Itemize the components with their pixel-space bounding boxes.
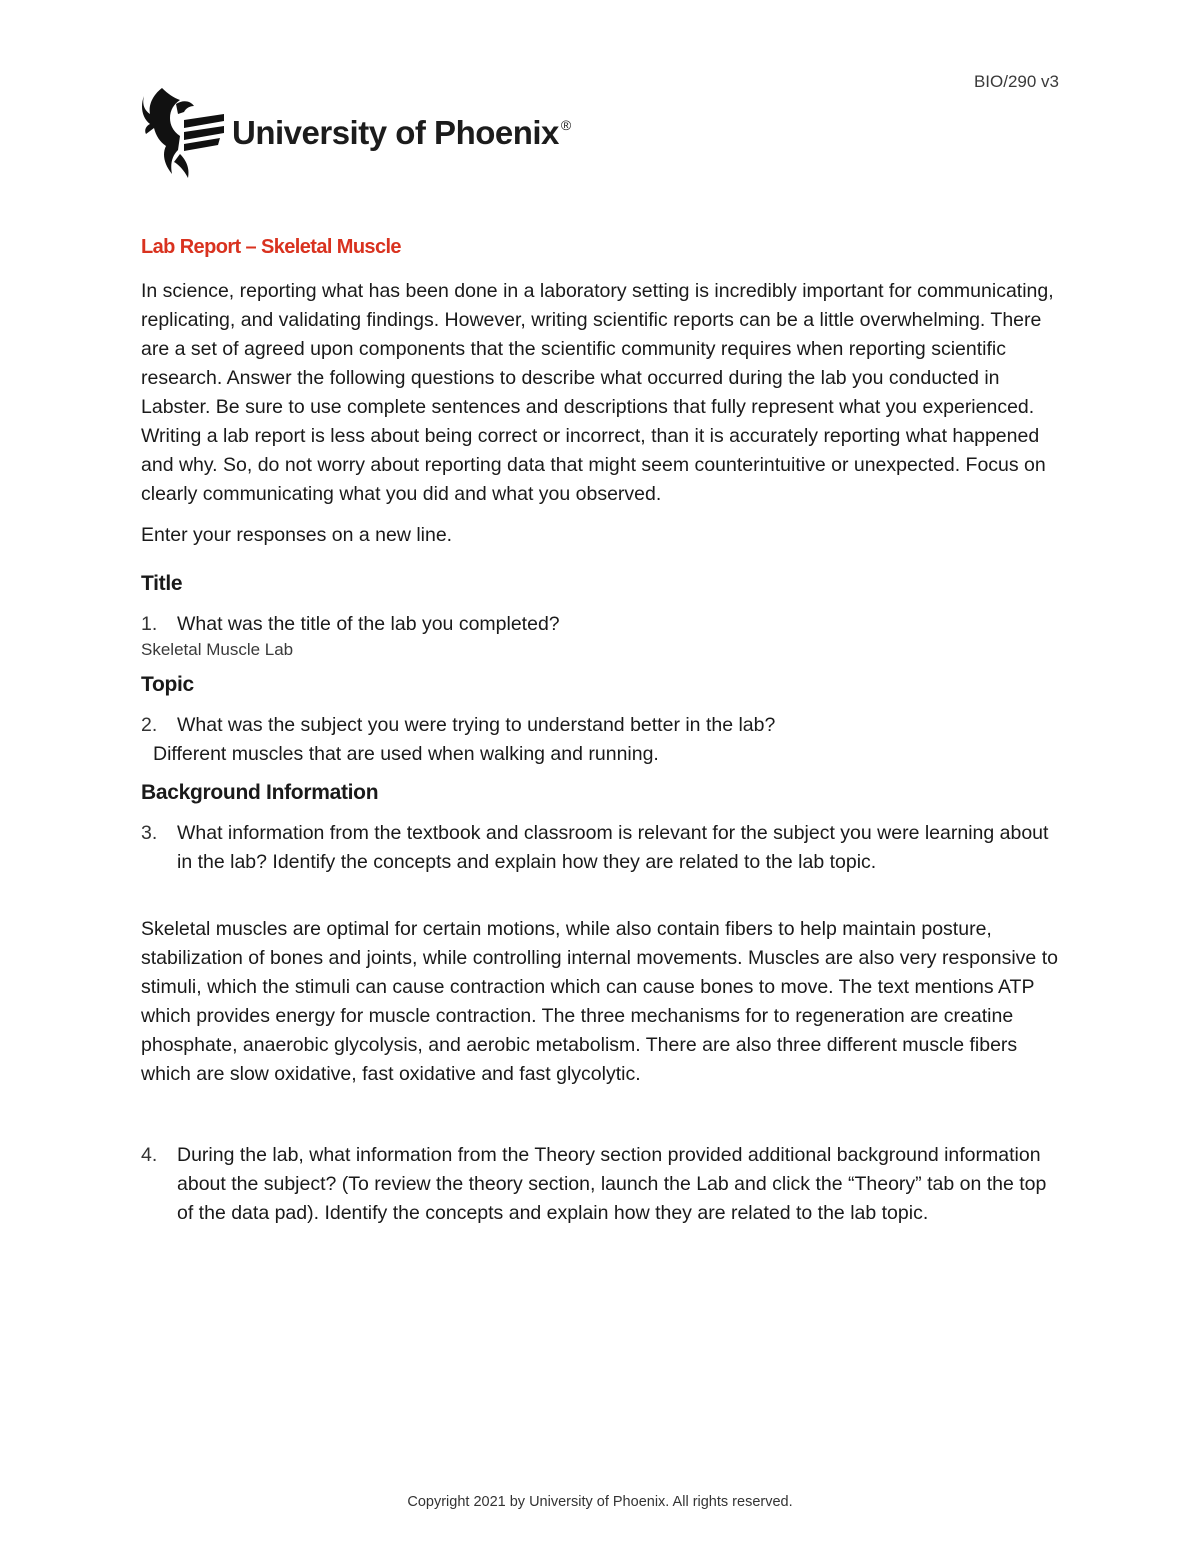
section-heading-topic: Topic bbox=[141, 673, 194, 696]
phoenix-bird-icon bbox=[140, 84, 226, 180]
question-1 bbox=[141, 610, 1061, 639]
instruction-text: Enter your responses on a new line. bbox=[141, 524, 453, 546]
section-heading-title: Title bbox=[141, 572, 183, 595]
document-code: BIO/290 v3 bbox=[973, 72, 1059, 91]
section-heading-background: Background Information bbox=[141, 781, 379, 804]
logo-wordmark: University of Phoenix ® bbox=[232, 114, 571, 151]
university-logo bbox=[140, 84, 571, 180]
question-2 bbox=[141, 711, 1061, 740]
document-body bbox=[141, 236, 1061, 1228]
question-number: 3. bbox=[141, 822, 158, 844]
question-number: 4. bbox=[141, 1144, 158, 1166]
question-text: What information from the textbook and classroom is relevant for the subject you were learning about in the lab? Identify the concepts and explain how they are related to the lab topic. bbox=[177, 822, 1049, 873]
question-text: What was the subject you were trying to understand better in the lab? bbox=[177, 714, 776, 736]
question-text: During the lab, what information from the Theory section provided additional background information about the subject? (To review the theory section, launch the Lab and click the “Theory” tab on the top of the data pad). Identify the concepts and explain how they are related to the lab topic. bbox=[177, 1144, 1047, 1224]
answer-3: Skeletal muscles are optimal for certain motions, while also contain fibers to help maintain posture, stabilization of bones and joints, while controlling internal movements. Muscles are also very responsive to stimuli, which the stimuli can cause contraction which can cause bones to move. The text mentions ATP which provides energy for muscle contraction. The three mechanisms for to regeneration are creatine phosphate, anaerobic glycolysis, and aerobic metabolism. There are also three different muscle fibers which are slow oxidative, fast oxidative and fast glycolytic. bbox=[141, 918, 1058, 1085]
question-text: What was the title of the lab you completed? bbox=[177, 613, 560, 635]
intro-paragraph: In science, reporting what has been done in a laboratory setting is incredibly important for communicating, replicating, and validating findings. However, writing scientific reports can be a little overwhelming. There are a set of agreed upon components that the scientific community requires when reporting scientific research. Answer the following questions to describe what occurred during the lab you conducted in Labster. Be sure to use complete sentences and descriptions that fully represent what you experienced. Writing a lab report is less about being correct or incorrect, than it is accurately reporting what happened and why. So, do not worry about reporting data that might seem counterintuitive or unexpected. Focus on clearly communicating what you did and what you observed. bbox=[141, 280, 1054, 505]
answer-1: Skeletal Muscle Lab bbox=[141, 640, 294, 659]
question-4 bbox=[141, 1141, 1061, 1228]
document-title: Lab Report – Skeletal Muscle bbox=[141, 236, 401, 258]
copyright-footer: Copyright 2021 by University of Phoenix. All rights reserved. bbox=[407, 1494, 793, 1510]
question-number: 1. bbox=[141, 613, 158, 635]
question-number: 2. bbox=[141, 714, 158, 736]
answer-2: Different muscles that are used when walking and running. bbox=[153, 743, 659, 765]
question-3 bbox=[141, 819, 1061, 877]
